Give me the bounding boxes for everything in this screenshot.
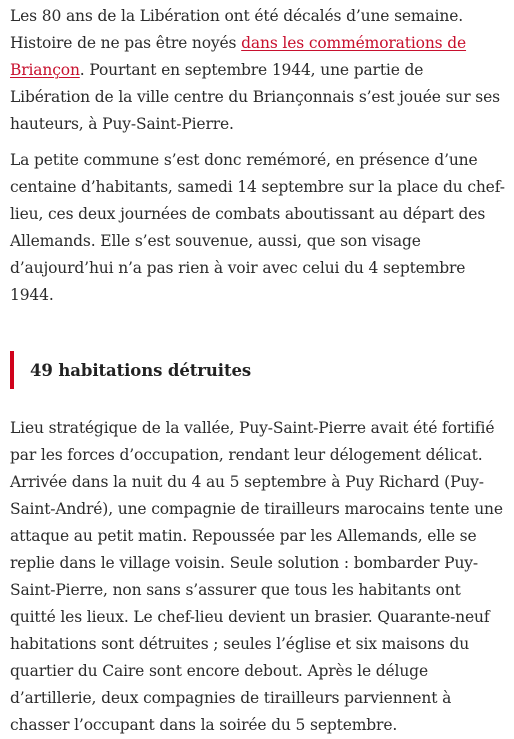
section-heading	[10, 351, 508, 389]
paragraph-intro-text-end: . Pourtant en septembre 1944, une partie de Libération de la ville centre du Briançonnais s’est jouée sur ses hauteurs, à Puy-Saint-Pierre.	[10, 61, 500, 133]
paragraph-history: Lieu stratégique de la vallée, Puy-Saint-Pierre avait été fortifié par les forces d’occupation, rendant leur délogement délicat. Arrivée dans la nuit du 4 au 5 septembre à Puy Richard (Puy-Saint-André), une compagnie de tirailleurs marocains tente une attaque au petit matin. Repoussée par les Allemands, elle se replie dans le village voisin. Seule solution : bombarder Puy-Saint-Pierre, non sans s’assurer que tous les habitants ont quitté les lieux. Le chef-lieu devient un brasier. Quarante-neuf habitations sont détruites ; seules l’église et six maisons du quartier du Caire sont encore debout. Après le déluge d’artillerie, deux compagnies de tirailleurs parviennent à chasser l’occupant dans la soirée du 5 septembre.	[10, 419, 503, 734]
paragraph-intro-text-start: Les 80 ans de la Libération ont été décalés d’une semaine. Histoire de ne pas être noyés	[10, 7, 463, 52]
briancon-commemorations-link[interactable]: dans les commémorations de Briançon	[10, 34, 467, 79]
paragraph-commemoration: La petite commune s’est donc remémoré, en présence d’une centaine d’habitants, samedi 14 septembre sur la place du chef-lieu, ces deux journées de combats aboutissant au départ des Allemands. Elle s’est souvenue, aussi, que son visage d’aujourd’hui n’a pas rien à voir avec celui du 4 septembre 1944.	[10, 151, 505, 304]
article-body	[10, 0, 508, 739]
paragraph-intro	[10, 0, 508, 138]
section-heading-title: 49 habitations détruites	[30, 360, 252, 380]
